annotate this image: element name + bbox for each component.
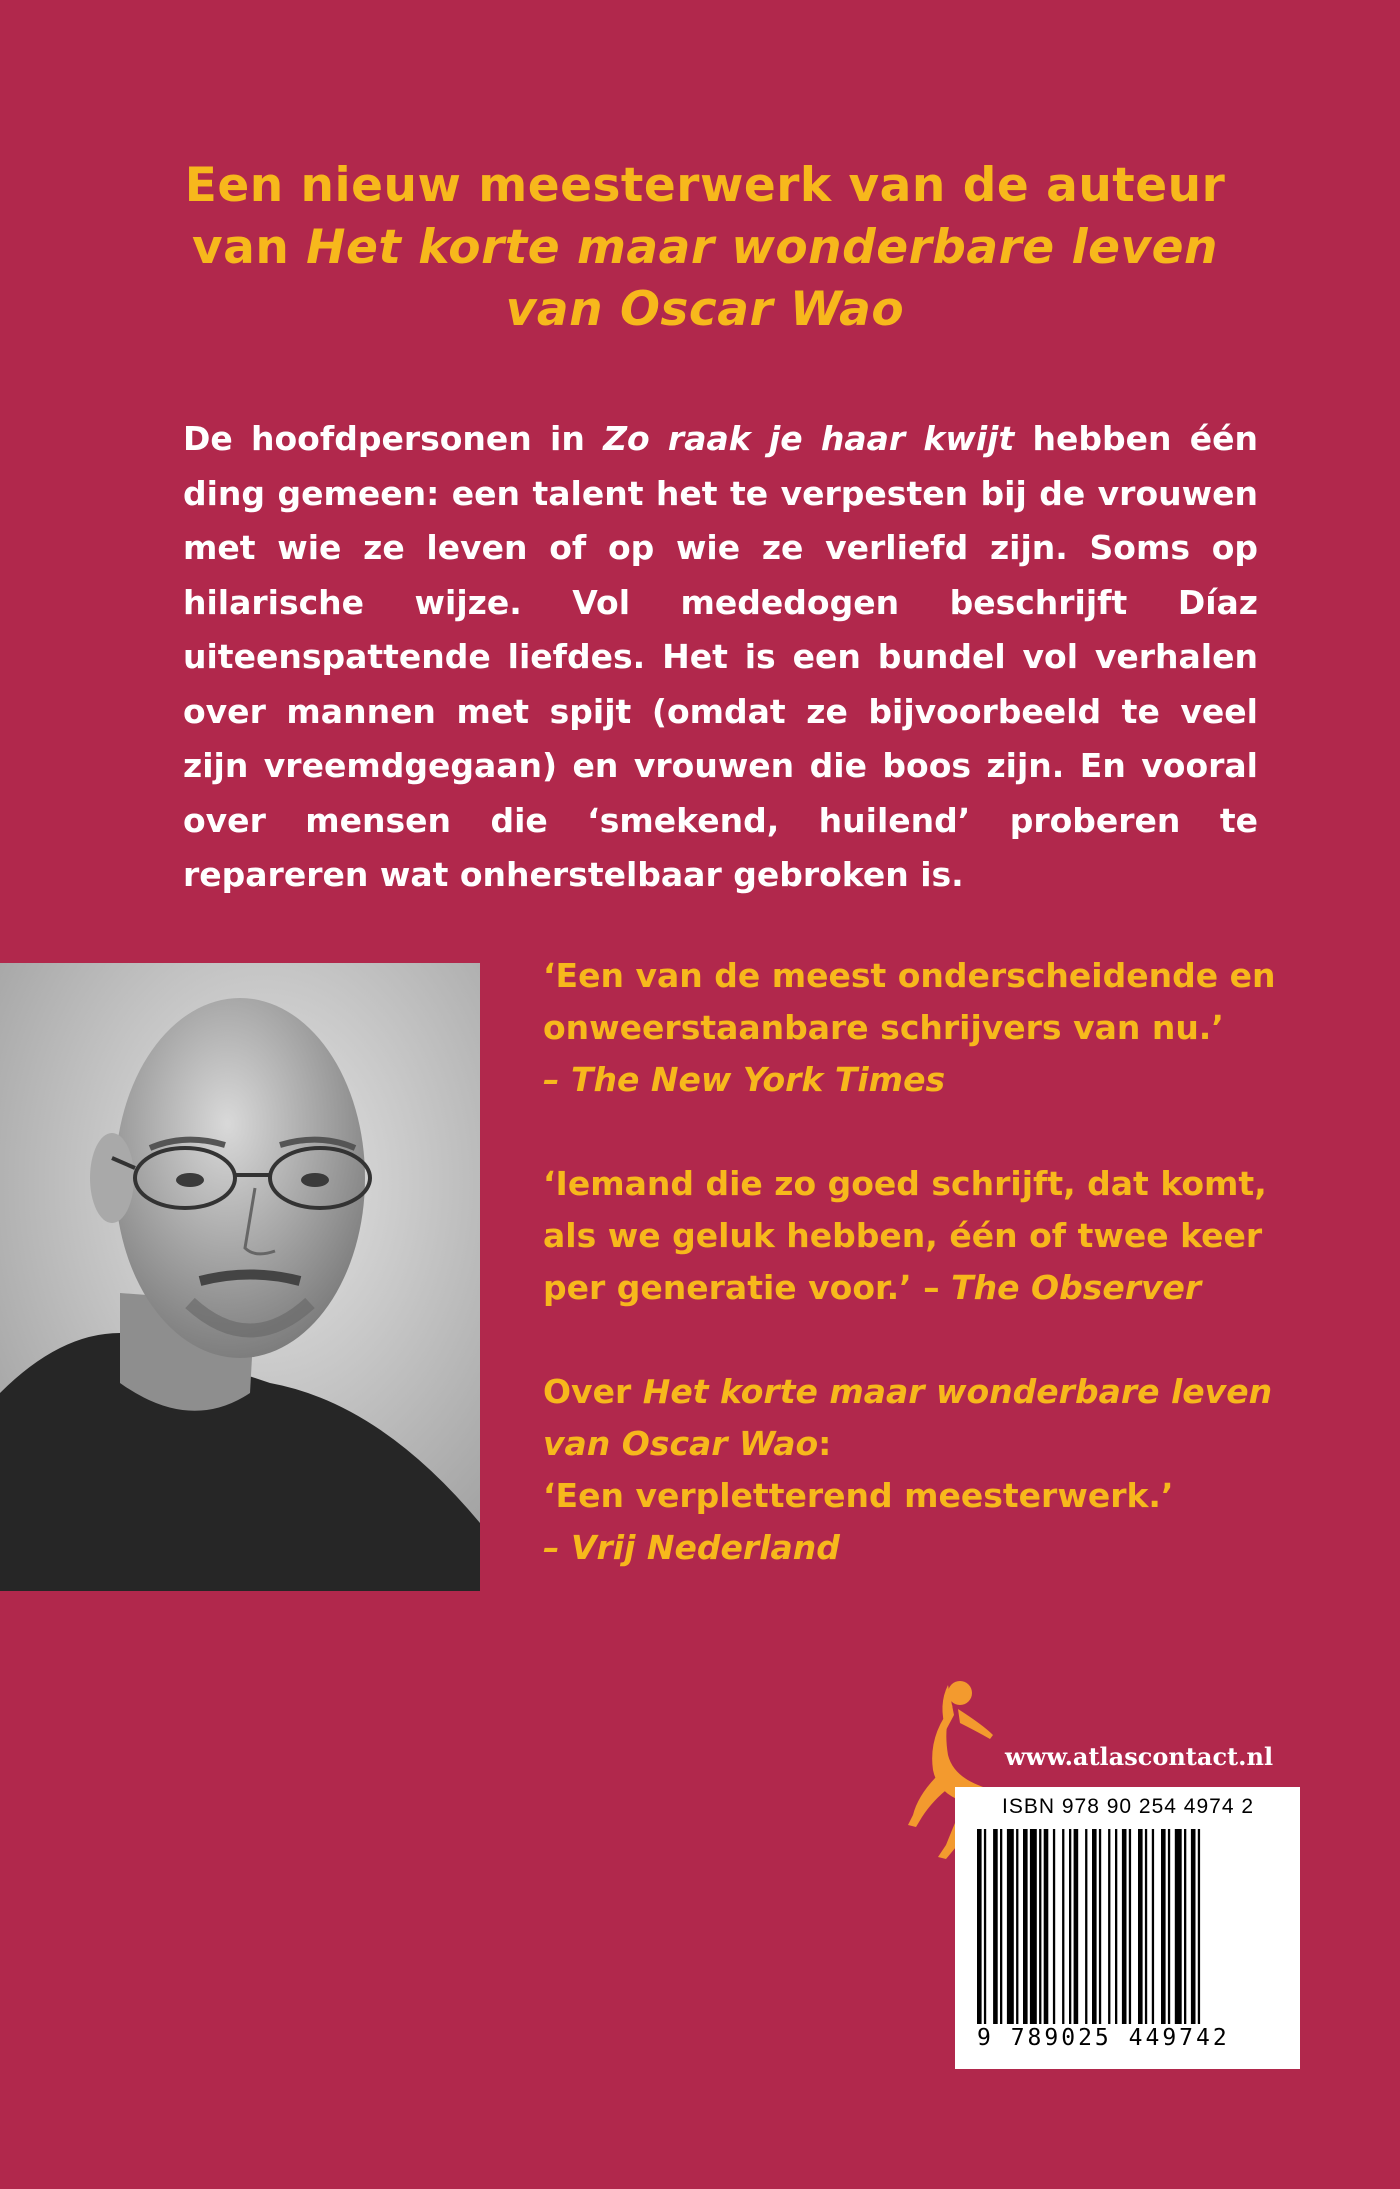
barcode-bar <box>1062 1829 1064 2024</box>
review-quotes <box>543 950 1283 1626</box>
barcode-bar <box>1184 1829 1186 2024</box>
quote-text: ‘Iemand die zo goed schrijft, dat komt, als we geluk hebben, één of twee keer per generatie voor.’ – <box>543 1164 1267 1307</box>
quote-source: The Observer <box>951 1268 1202 1307</box>
barcode-bar <box>1069 1829 1071 2024</box>
barcode-bar <box>1115 1829 1117 2024</box>
quote-prefix: Over <box>543 1372 643 1411</box>
blurb-intro: De hoofdpersonen in <box>183 419 604 458</box>
barcode-bar <box>1000 1829 1002 2024</box>
barcode-bar <box>977 1829 982 2024</box>
barcode-bar <box>1007 1829 1014 2024</box>
barcode-bar <box>1122 1829 1127 2024</box>
headline-book-title: Het korte maar wonderbare leven <box>306 220 1219 275</box>
barcode-bar <box>1016 1829 1018 2024</box>
barcode-digits: 9 789025 449742 <box>977 2025 1230 2051</box>
barcode-bar <box>1092 1829 1097 2024</box>
headline-line-2 <box>150 217 1260 279</box>
barcode-bar <box>1161 1829 1166 2024</box>
blurb-paragraph <box>183 412 1258 903</box>
headline-line-1: Een nieuw meesterwerk van de auteur <box>184 158 1226 213</box>
author-photo <box>0 963 480 1591</box>
barcode-bar <box>1145 1829 1147 2024</box>
barcode-bar <box>1039 1829 1041 2024</box>
headline-line-3 <box>150 279 1260 341</box>
quote-source: – The New York Times <box>543 1060 946 1099</box>
quote-book-title: Het korte maar wonderbare leven van Oscar Wao <box>543 1372 1273 1463</box>
quote-text: ‘Een van de meest onderscheidende en onweerstaanbare schrijvers van nu.’ <box>543 956 1276 1047</box>
quote-vrij-nederland <box>543 1366 1283 1574</box>
barcode-bar <box>1085 1829 1087 2024</box>
barcode-bar <box>1044 1829 1049 2024</box>
barcode-bar <box>1053 1829 1055 2024</box>
blurb-book-title: Zo raak je haar kwijt <box>603 419 1015 458</box>
barcode-bar <box>984 1829 986 2024</box>
barcode-bar <box>1168 1829 1170 2024</box>
barcode-panel <box>955 1787 1300 2069</box>
barcode-bar <box>1191 1829 1196 2024</box>
quote-text: ‘Een verpletterend meesterwerk.’ <box>543 1476 1174 1515</box>
blurb-text: hebben één ding gemeen: een talent het te verpesten bij de vrouwen met wie ze leven of op wie ze verliefd zijn. Soms op hilarische wijze. Vol mededogen beschrijft Díaz uiteenspattende liefdes. Het is een bundel vol verhalen over mannen met spijt (omdat ze bijvoorbeeld te veel zijn vreemdgegaan) en vrouwen die boos zijn. En vooral over mensen die ‘smekend, huilend’ proberen te repareren wat onherstelbaar gebroken is. <box>183 419 1259 894</box>
barcode-bar <box>1198 1829 1200 2024</box>
quote-suffix: : <box>818 1424 832 1463</box>
quote-observer <box>543 1158 1283 1314</box>
barcode-bar <box>1175 1829 1182 2024</box>
barcode-bar <box>993 1829 998 2024</box>
barcode-bar <box>1030 1829 1037 2024</box>
isbn-label: ISBN 978 90 254 4974 2 <box>1002 1795 1255 1818</box>
headline <box>150 155 1260 341</box>
author-portrait-image <box>0 963 480 1591</box>
barcode-bar <box>1152 1829 1154 2024</box>
publisher-website: www.atlascontact.nl <box>1005 1742 1274 1771</box>
headline-book-title-end: van Oscar Wao <box>505 282 905 337</box>
barcode-bar <box>1074 1829 1079 2024</box>
headline-line-2-prefix: van <box>191 220 307 275</box>
barcode-bar <box>1099 1829 1101 2024</box>
quote-source: – Vrij Nederland <box>543 1528 840 1567</box>
barcode <box>977 1829 1277 2024</box>
barcode-bar <box>1023 1829 1028 2024</box>
barcode-bar <box>1108 1829 1110 2024</box>
quote-nyt <box>543 950 1283 1106</box>
barcode-bar <box>1129 1829 1131 2024</box>
barcode-bar <box>1138 1829 1143 2024</box>
